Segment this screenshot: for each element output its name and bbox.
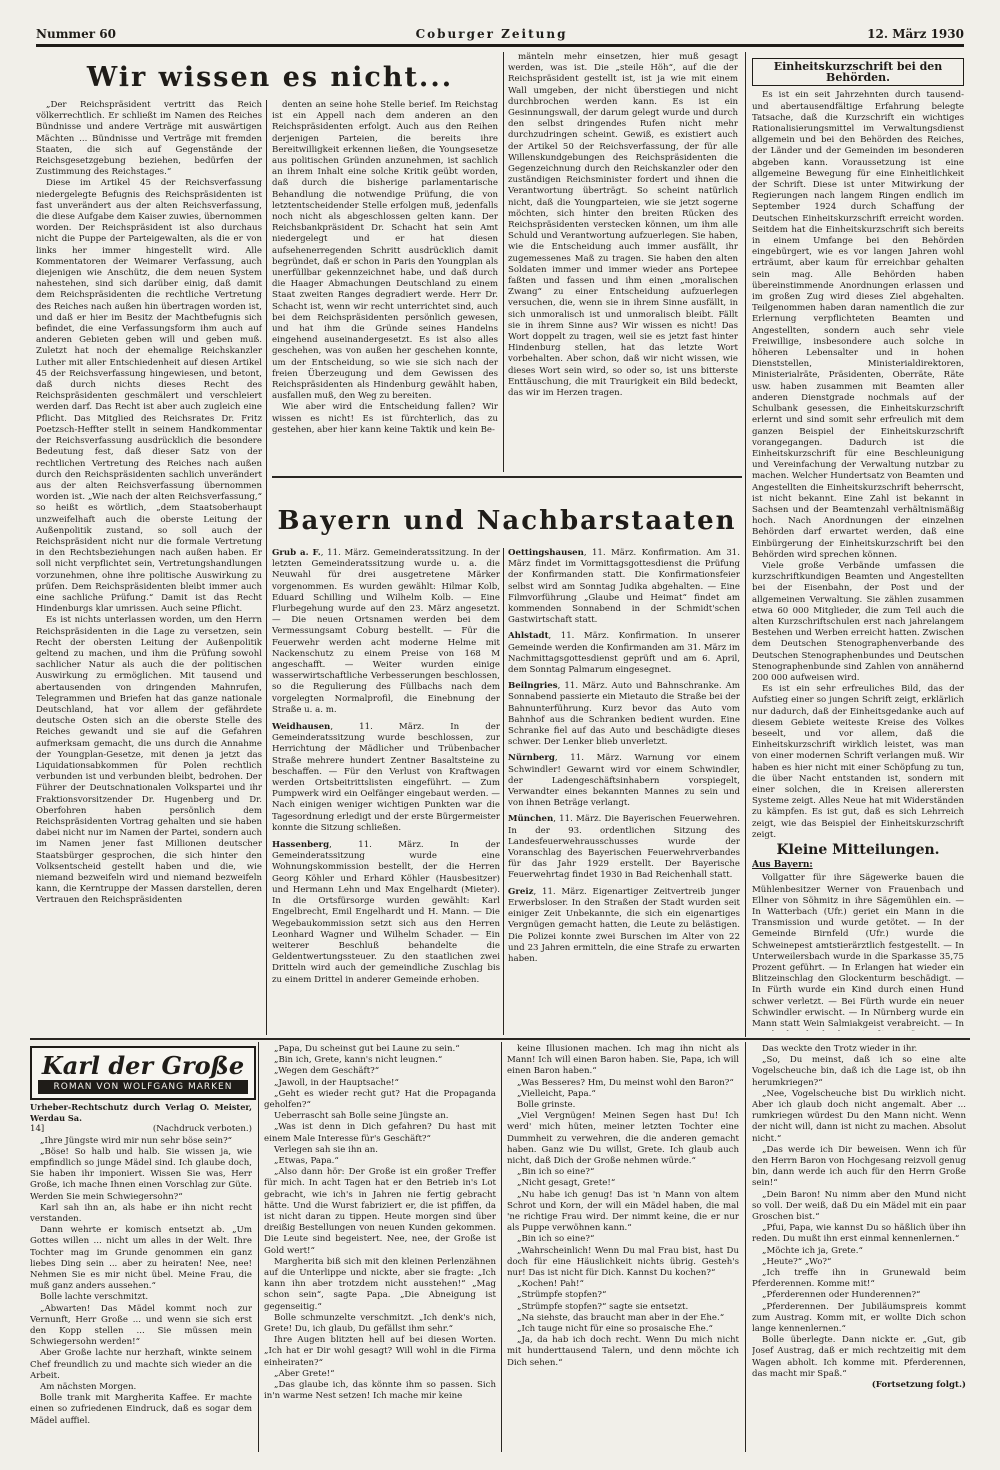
novel-paragraph: „Böse! So halb und halb. Sie wissen ja, wie empfindlich so junge Mädel sind. Ich glaube doch, Sie haben ihr imponiert. Wissen Sie was, Herr Große, ich mache Ihnen einen Vorschlag zur Güte. Werden Sie mein Schwiegersohn?“ [30, 1146, 252, 1202]
novel-paragraph: „Pferderennen. Der Jubiläumspreis kommt zum Austrag. Komm mit, er wollte Dich schon lange kennenlernen.“ [752, 1301, 966, 1335]
masthead-rule [36, 44, 964, 47]
section-rule [272, 476, 742, 478]
regional-col-left [272, 548, 500, 1035]
regional-item [508, 548, 740, 626]
novel-title: Karl der Große [41, 1051, 245, 1080]
column-divider [745, 52, 746, 1037]
novel-paragraph: „Heute?“ „Wo?“ [762, 1256, 832, 1267]
novel-continuation: (Fortsetzung folgt.) [871, 1380, 966, 1391]
regional-date: , 11. März. [320, 548, 370, 558]
regional-text: In der Gemeinderatssitzung wurde eine Wohnungskommission bestellt, der die Herren Georg Köhler und Erhard Köhler (Hausbesitzer) und Hermann Lehn und Max Engelhardt (Mieter). In die Ortsfürsorge wurden gewählt: Karl Engelbrecht, Emil Engelhardt und H. Mann. — Die Wegebaukommission setzt sich aus den Herren Leonhard Wagner und Wilhelm Schader. — Ein weiterer Beschluß behandelte die Geldentwertungssteuer. Zu den staatlichen zwei Dritteln wird auch der gemeindliche Zuschlag bis zu einem Drittel in anderer Gemeinde erhoben. [272, 840, 500, 985]
novel-paragraph: „Kochen! Pah!“ [517, 1279, 584, 1290]
reprint-note: (Nachdruck verboten.) [152, 1124, 252, 1135]
section-rule [30, 1038, 970, 1040]
article-paragraph: mänteln mehr einsetzen, hier muß gesagt werden, was ist. Die „steile Höh“, auf die der Reichspräsident gestellt ist, ist ja wie mit einem Wall umgeben, der nicht überstiegen und nicht durchbrochen werden kann. Es ist ein Gesinnungswall, der darum gelegt wurde und durch den selbst dringendes Rufen nicht mehr durchzudringen scheint. Gewiß, es existiert auch der Artikel 50 der Reichsverfassung, der für alle Willenskundgebungen des Reichspräsidenten die Gegenzeichnung durch den Reichskanzler oder den zuständigen Reichsminister fordert und ihnen die Verantwortung überträgt. So scheint natürlich nicht, daß die Youngparteien, wie sie jetzt sogerne möchten, sich hinter den breiten Rücken des Reichspräsidenten verstecken können, um ihm alle Schuld und Verantwortung aufzuerlegen. Sie haben, wie die Entscheidung auch immer ausfällt, ihr zugemessenes Maß zu tragen. Sie haben den alten Soldaten immer und immer wieder ans Portepee faßten und fassen und ihm einen „moralischen Zwang“ zu einer Entscheidung aufzuerlegen versuchen, die, wenn sie in ihrem Sinne ausfällt, in sich unmoralisch ist und unmoralisch bleibt. Fällt sie in ihrem Sinne aus? Wir wissen es nicht! Das Wort doppelt zu tragen, weil sie es jetzt fast hinter Hindenburg stellen, hat das letzte Wort vorbehalten. Aber schon, daß wir nicht wissen, wie dieses Wort sein wird, so oder so, ist uns bitterste Enttäuschung, die mit Traurigkeit ein Bild bedeckt, das wir im Herzen tragen. [508, 52, 738, 399]
regional-date: , 11. März. [329, 840, 424, 851]
column-divider [503, 548, 504, 1035]
novel-paragraph: „Also dann hör: Der Große ist ein großer Treffer für mich. In acht Tagen hat er den Betrieb in's Lot gebracht, wie ich's in Jahren nie fertig gebracht hätte. Und die Wurst fabriziert er, die ist pfiffen, da ist nicht daran zu tippen. Heute morgen sind über dreißig Bestellungen von neuen Kunden gekommen. Die Leute sind begeistert. Nee, nee, der Große ist Gold wert!“ [264, 1167, 496, 1256]
novel-paragraph: „Ihre Jüngste wird mir nun sehr böse sein?“ [40, 1135, 233, 1146]
novel-paragraph: Ueberrascht sah Bolle seine Jüngste an. [274, 1111, 449, 1122]
regional-item [272, 840, 500, 986]
novel-paragraph: Bolle schmunzelte verschmitzt. „Ich denk's nich, Grete! Du, ich glaub, Du gefällst ihm sehr.“ [264, 1312, 496, 1335]
novel-paragraph: Aber Große lachte nur herzhaft, winkte seinem Chef freundlich zu und machte sich wieder an die Arbeit. [30, 1348, 252, 1381]
regional-place: Ahlstadt [508, 631, 549, 642]
novel-paragraph: Ihre Augen blitzten hell auf bei diesen Worten. „Ich hat er Dir wohl gesagt? Will wohl in die Firma einheiraten?“ [264, 1335, 496, 1368]
regional-text: Eigenartiger Zeitvertreib junger Erwerbsloser. In den Straßen der Stadt wurden seit einiger Zeit Unbekannte, die sich ein eigenartiges Vergnügen gemacht hatten, die Leute zu belästigen. Die Polizei konnte zwei Burschen im Alter von 22 und 23 Jahren ermitteln, die eine Strafe zu erwarten haben. [508, 886, 740, 964]
regional-col-right [508, 548, 740, 1035]
article-col-4 [752, 56, 964, 1031]
column-divider [266, 100, 267, 1035]
novel-paragraph: „Pfui, Papa, wie kannst Du so häßlich über ihn reden. Du mußt ihn erst einmal kennenlernen.“ [752, 1223, 966, 1245]
novel-paragraph: Bolle trank mit Margherita Kaffee. Er machte einen so zufriedenen Eindruck, daß es sogar dem Mädel auffiel. [30, 1393, 252, 1426]
regional-date: , 11. März. [533, 886, 587, 897]
article-paragraph: Vollgatter für ihre Sägewerke bauen die Mühlenbesitzer Werner von Frauenbach und Ellner von Söhmitz in ihre Sägemühlen ein. — In Watterbach (Ufr.) geriet ein Mann in die Transmission und wurde getötet. — In der Gemeinde Birnfeld (Ufr.) wurde die Schweinepest amtstierärztlich festgestellt. — In Unterweilersbach wurde in die Sparkasse 35,75 Prozent geführt. — In Erlangen hat wieder ein Blitzeinschlag den Glockenturm beschädigt. — In Fürth wurde ein Kind durch einen Hund schwer verletzt. — Bei Fürth wurde ein neuer Schwindler erwischt. — In Nürnberg wurde ein Mann statt Wein Salmiakgeist verabreicht. — In [752, 873, 964, 1030]
novel-paragraph: „Aber Grete!“ [274, 1368, 335, 1379]
novel-paragraph: „Ja, da hab ich doch recht. Wenn Du mich nicht mit hunderttausend Talern, und denn möchte ich Dich sehen.“ [507, 1335, 739, 1368]
novel-paragraph: Karl sah ihn an, als habe er ihn nicht recht verstanden. [30, 1202, 252, 1225]
article-col-1 [36, 100, 262, 1030]
novel-paragraph: „Bin ich so eine?“ [517, 1167, 595, 1178]
article-paragraph: Es ist ein seit Jahrzehnten durch tausend- und abertausendfältige Erfahrung belegte Tatsache, daß die Kurzschrift ein wichtiges Rationalisierungsmittel im Verwaltungsdienst allgemein und bei den Behörden des Reiches, der Länder und der Gemeinden im besonderen abgeben kann. Voraussetzung ist eine allgemeine Bewegung für eine Einheitlichkeit der Schrift. Diese ist unter Mitwirkung der Regierungen nach langem Ringen endlich im September 1924 durch Schaffung der Deutschen Einheitskurzschrift erreicht worden. Seitdem hat die Einheitskurzschrift sich bereits in einem Umfange bei den Behörden eingebürgert, wie es vor langen Jahren wohl erträumt, aber kaum für erreichbar gehalten sein mag. Alle Behörden haben übereinstimmende Anordnungen erlassen und im großen Zug wird dieses Ziel abgehalten. Teilgenommen haben daran namentlich die zur Erlernung verpflichteten Beamten und Angestellten, sondern auch sehr viele Freiwillige, insbesondere auch solche in höheren Lebensalter und in hohen Dienststellen, Ministerialdirektoren, Ministerialräte, Präsidenten, Oberräte, Räte usw. haben zusammen mit Beamten aller anderen Dienstgrade nochmals auf der Schulbank gesessen, die Einheitskurzschrift erlernt und sind somit sehr erfreulich mit dem ganzen Beispiel der Einheitskurzschrift vorangegangen. Dadurch ist die Einheitskurzschrift für eine Beschleunigung und Vereinfachung der Verwaltung nutzbar zu machen. Welcher Hundertsatz von Beamten und Angestellten die Einheitskurzschrift beherrscht, ist nicht bekannt. Eine Zahl ist bekannt in Sachsen und der Beamtenzahl verhältnismäßig hoch. Nach Anordnungen der einzelnen Behörden darf erwartet werden, daß eine Einbürgerung der Einheitskurzschrift bei den Behörden wird sprechen können. [752, 90, 964, 560]
novel-paragraph: Dann wehrte er komisch entsetzt ab. „Um Gottes willen ... nicht um alles in der Welt. Ihre Tochter mag im Grunde genommen ein ganz liebes Ding sein ... aber zu heiraten! Nee, nee! Nehmen Sie es mir nicht übel. Meine Frau, die muß ganz anders aussehen.“ [30, 1225, 252, 1292]
regional-item [508, 814, 740, 881]
novel-paragraph: „Nu habe ich genug! Das ist 'n Mann von altem Schrot und Korn, der will ein Mädel haben, die mal 'ne richtige Frau wird. Der nimmt keine, die er nur als Puppe verwöhnen kann.“ [507, 1189, 739, 1234]
novel-paragraph: Das weckte den Trotz wieder in ihr. [762, 1044, 918, 1054]
column-divider [503, 52, 504, 472]
novel-paragraph: „Bin ich so eine?“ [517, 1234, 595, 1245]
regional-text: Konfirmation. Am 31. März findet im Vormittagsgottesdienst die Prüfung der Konfirmanden statt. Die Konfirmationsfeier selbst wird am Sonntag Judika abgehalten. — Eine Filmvorführung „Glaube und Heimat“ findet am kommenden Sonnabend in der Schmidt'schen Gastwirtschaft statt. [508, 548, 740, 626]
regional-item [272, 548, 500, 716]
novel-col-1 [30, 1102, 252, 1452]
novel-paragraph: „Strümpfe stopfen?“ [517, 1290, 607, 1301]
novel-paragraph: „Ich tauge nicht für eine so prosaische Ehe.“ [517, 1324, 713, 1335]
section-title-kleine: Kleine Mitteilungen. [776, 842, 940, 859]
regional-date: , 11. März. [557, 681, 608, 692]
regional-place: Hassenberg [272, 840, 330, 851]
novel-paragraph: „Pferderennen oder Hunderennen?“ [762, 1290, 921, 1301]
novel-paragraph: „Papa, Du scheinst gut bei Laune zu sein.“ [274, 1044, 460, 1054]
novel-paragraph: Bolle grinste. [517, 1100, 576, 1111]
novel-paragraph: „Vielleicht, Papa.“ [517, 1088, 596, 1099]
article-paragraph: Es ist nichts unterlassen worden, um den Herrn Reichspräsidenten in die Lage zu versetzen, sein Recht der obersten Leitung der Außenpolitik geltend zu machen, und ihm die Prüfung sowohl sachlicher Natur als auch die der politischen Auswirkung zu ermöglichen. Mit tausend und abertausenden von dringenden Mahnrufen, Telegrammen und Briefen hat das ganze nationale Deutschland, hat vor allem der gefährdete deutsche Osten sich an die oberste Stelle des Reiches gewandt und sie auf die Gefahren aufmerksam gemacht, die uns durch die Annahme der Youngplan-Gesetze, mit denen ja jetzt das Liquidationsabkommen für Polen rechtlich verbunden ist und verbunden bleibt, bedrohen. Der Führer der Deutschnationalen Volkspartei und ihr Fraktionsvorsitzender Dr. Hugenberg und Dr. Oberfohren haben persönlich dem Reichspräsidenten Vortrag gehalten und sie haben dabei nicht nur im Namen der Partei, sondern auch im Namen jener fast Millionen deutscher Staatsbürger gesprochen, die sich hinter den Volksentscheid gestellt haben und die, wie niemand bezweifeln wird und niemand bezweifeln kann, die Kerntruppe der Massen darstellen, deren Vertrauen den Reichspräsidenten [36, 615, 262, 906]
novel-paragraph: „Das glaube ich, das könnte ihm so passen. Sich in'n warme Nest setzen! Ich mache mir keine [264, 1380, 496, 1402]
novel-paragraph: „Dein Baron! Nu nimm aber den Mund nicht so voll. Der weiß, daß Du ein Mädel mit ein paar Groschen bist.“ [752, 1189, 966, 1223]
regional-place: Greiz [508, 886, 534, 897]
regional-date: , 11. März. [554, 753, 622, 764]
regional-text: Die Bayerischen Feuerwehren. In der 93. ordentlichen Sitzung des Landesfeuerwehrausschusses wurde der Voranschlag des Bayerischen Feuerwehrverbandes für das Jahr 1929 erstellt. Der Bayerische Feuerwehrtag findet 1930 in Bad Reichenhall statt. [508, 814, 740, 881]
regional-date: , 11. März. [553, 814, 602, 825]
article-col-2 [272, 100, 498, 472]
regional-place: Nürnberg [508, 753, 555, 764]
article-paragraph: Diese im Artikel 45 der Reichsverfassung niedergelegte Befugnis des Reichspräsidenten ist fast unverändert aus der alten Reichsverfassung, die diese Aufgabe dem Kaiser zuwies, übernommen worden. Der Reichspräsident ist also durchaus nicht die Puppe der Parteigewalten, als die er von links her immer hingestellt wird. Alle Kommentatoren der Weimarer Verfassung, auch diejenigen wie Anschütz, die dem neuen System nahestehen, sind sich darüber einig, daß damit dem Reichspräsidenten die rechtliche Vertretung des Reiches nach außen hin übertragen worden ist, und daß er hier im Besitz der Machtbefugnis sich befindet, die eine Verfassungsform ihm auch auf anderen Gebieten geben will und geben muß. Zuletzt hat noch der ehemalige Reichskanzler Luther mit aller Entschiedenheit auf diesen Artikel 45 der Reichsverfassung hingewiesen, und betont, daß durch nichts dieses Recht des Reichspräsidenten geschmälert und verschleiert werden darf. Das Recht ist aber auch zugleich eine Pflicht. Das Mitglied des Reichsrates Dr. Fritz Poetzsch-Heffter stellt in seinem Handkommentar der Reichsverfassung ausdrücklich die besondere Bedeutung fest, daß dieser Satz von der rechtlichen Vertretung des Reiches nach außen durch den Reichspräsidenten sachlich unverändert aus der alten Reichsverfassung übernommen worden ist. „Wie nach der alten Reichsverfassung,“ so heißt es wörtlich, „dem Staatsoberhaupt unzweifelhaft auch die oberste Leitung der Außenpolitik zustand, so soll auch der Reichspräsident nicht nur die formale Vertretung in den Rechtsbeziehungen nach außen haben. Er soll nicht verpflichtet sein, Vertretungshandlungen vorzunehmen, ohne ihre politische Auswirkung zu prüfen. Dem Reichspräsidenten bleibt immer auch eine sachliche Prüfung.“ Damit ist das Recht Hindenburgs klar umrissen. Auch seine Pflicht. [36, 178, 262, 615]
regional-item [272, 722, 500, 834]
regional-place: München [508, 814, 554, 825]
issue-number: Nummer 60 [36, 27, 116, 41]
article-paragraph: denten an seine hohe Stelle berief. Im Reichstag ist ein Appell nach dem anderen an den Reichspräsidenten erfolgt. Auch aus den Reihen derjenigen Parteien, die bereits ihre Bereitwilligkeit erkennen ließen, die Youngsesetze aus politischen Gründen anzunehmen, ist sachlich an ihrem Inhalt eine solche Kritik geübt worden, daß durch die bisherige parlamentarische Behandlung die notwendige Prüfung, die von letztentscheidender Stelle erfolgen muß, jedenfalls noch nicht als abgeschlossen gelten kann. Der Reichsbankpräsident Dr. Schacht hat sein Amt niedergelegt und er hat diesen aufsehenerregenden Schritt ausdrücklich damit begründet, daß er schon in Paris den Youngplan als unerfüllbar gekennzeichnet habe, und daß durch die Haager Abmachungen Deutschland zu einem Staat zweiten Ranges degradiert werde. Herr Dr. Schacht ist, wenn wir recht unterrichtet sind, auch bei dem Reichspräsidenten persönlich gewesen, und hat ihm die Gründe seines Handelns eingehend auseinandergesetzt. Es ist also alles geschehen, was von außen her geschehen konnte, um der Entscheidung, so wie sie sich nach der freien Überzeugung und dem Gewissen des Reichspräsidenten als Hindenburg gewählt haben, ausfallen muß, den Weg zu bereiten. [272, 100, 498, 402]
novel-paragraph: Am nächsten Morgen. [40, 1382, 137, 1393]
article-paragraph: „Der Reichspräsident vertritt das Reich völkerrechtlich. Er schließt im Namen des Reiches Bündnisse und andere Verträge mit auswärtigen Mächten ... Bündnisse und Verträge mit fremden Staaten, die sich auf Gegenstände der Reichsgesetzgebung beziehen, bedürfen der Zustimmung des Reichstages.“ [36, 100, 262, 178]
regional-item [508, 631, 740, 676]
novel-paragraph: Bolle lachte verschmitzt. [40, 1292, 149, 1303]
article-col-3 [508, 52, 738, 472]
novel-paragraph: „Was Besseres? Hm, Du meinst wohl den Baron?“ [517, 1077, 734, 1088]
novel-paragraph: „Wahrscheinlich! Wenn Du mal Frau bist, hast Du doch für eine Häuslichkeit nichts übrig. Gesteh's nur! Das ist nicht für Dich. Kannst Du kochen?“ [507, 1245, 739, 1279]
regional-place: Weidhausen [272, 722, 331, 733]
novel-paragraph: „Wegen dem Geschäft?“ [274, 1066, 380, 1077]
novel-paragraph: „Nee, Vogelscheuche bist Du wirklich nicht. Aber ich glaub doch nicht angemalt. Aber ... rumkriegen würdest Du den Mann nicht. Wenn der nicht will, dann ist nicht zu machen. Absolut nicht.“ [752, 1088, 966, 1144]
article-paragraph: Wie aber wird die Entscheidung fallen? Wir wissen es nicht! Es ist fürchterlich, das zu gestehen, aber hier kann keine Taktik und kein Be- [272, 402, 498, 435]
masthead [36, 24, 964, 44]
headline-bayern: Bayern und Nachbarstaaten [277, 506, 737, 536]
novel-paragraph: „Strümpfe stopfen?“ sagte sie entsetzt. [517, 1301, 689, 1312]
novel-paragraph: „Möchte ich ja, Grete.“ [762, 1245, 863, 1256]
regional-date: , 11. März. [583, 548, 637, 558]
novel-paragraph: „Ich treffe ihn in Grunewald beim Pferderennen. Komme mit!“ [752, 1268, 966, 1290]
regional-text: Konfirmation. In unserer Gemeinde werden die Konfirmanden am 31. März im Nachmittagsgottesdienst geprüft und am 6. April, dem Sonntag Palmarum eingesegnet. [508, 631, 740, 676]
novel-paragraph: „Na siehste, das braucht man aber in der Ehe.“ [517, 1312, 725, 1323]
novel-paragraph: „So, Du meinst, daß ich so eine alte Vogelscheuche bin, daß ich die Lage ist, ob ihn herumkriegen?“ [752, 1055, 966, 1088]
novel-paragraph: „Abwarten! Das Mädel kommt noch zur Vernunft, Herr Große ... und wenn sie sich erst den Kopp stellen ... Sie müssen mein Schwiegersohn werden!“ [30, 1303, 252, 1348]
novel-paragraph: „Viel Vergnügen! Meinen Segen hast Du! Ich werd' mich hüten, meiner letzten Tochter eine Dummheit zu verwehren, die die anderen gemacht haben. Ganz wie Du willst, Grete. Ich glaub auch nicht, daß Dich der Große nehmen würde.“ [507, 1111, 739, 1167]
regional-item [508, 887, 740, 965]
novel-paragraph: Bolle überlegte. Dann nickte er. „Gut, gib Josef Austrag, daß er mich rechtzeitig mit dem Wagen abholt. Ich komme mit. Pferderennen, das macht mir Spaß.“ [752, 1335, 966, 1379]
novel-author-band: ROMAN VON WOLFGANG MARKEN [38, 1080, 248, 1094]
novel-paragraph: Verlegen sah sie ihn an. [274, 1144, 379, 1155]
novel-col-4 [752, 1044, 966, 1452]
novel-paragraph: „Was ist denn in Dich gefahren? Du hast mit einem Male Interesse für's Geschäft?“ [264, 1122, 496, 1144]
regional-text: Warnung vor einem Schwindler! Gewarnt wird vor einem Schwindler, der Ladengeschäftsinhabern vorspiegelt, Verwandter eines bekannten Mannes zu sein und von ihnen Beträge verlangt. [508, 753, 740, 809]
novel-copyright: Urheber-Rechtschutz durch Verlag O. Meister, Werdau Sa. [30, 1102, 252, 1124]
regional-text: Auto und Bahnschranke. Am Sonnabend passierte ein Mietauto die Straße bei der Bahnunterführung. Kurz bevor das Auto vom Bahnhof aus die Schranken bedient wurden. Eine Schranke fiel auf das Auto und beschädigte dieses schwer. Der Lenker blieb unverletzt. [508, 681, 740, 748]
novel-paragraph: „Jawoll, in der Hauptsache!“ [274, 1077, 399, 1088]
novel-paragraph: „Nicht gesagt, Grete!“ [517, 1178, 616, 1189]
novel-paragraph: „Etwas, Papa.“ [274, 1156, 339, 1167]
novel-paragraph: keine Illusionen machen. Ich mag ihn nicht als Mann! Ich will einen Baron haben. Sie, Papa, ich will einen Baron haben.“ [507, 1044, 739, 1077]
chapter-number: 14] [30, 1124, 45, 1135]
paper-title: Coburger Zeitung [415, 27, 568, 41]
novel-col-2 [264, 1044, 496, 1452]
novel-col-3 [507, 1044, 739, 1452]
column-divider [258, 1042, 259, 1452]
regional-item [508, 681, 740, 748]
subheading-bayern: Aus Bayern: [752, 860, 813, 871]
novel-paragraph: „Das werde ich Dir beweisen. Wenn ich für den Herrn Baron von Hochgesang reizvoll genug bin, dann werde ich auch für den Herrn Große sein!“ [752, 1144, 966, 1189]
article-paragraph: Viele große Verbände umfassen die kurzschriftkundigen Beamten und Angestellten bei der Eisenbahn, der Post und der allgemeinen Verwaltung. Sie zählen zusammen etwa 60 000 Mitglieder, die zum Teil auch die alten Kurzschriftschulen erst nach jahrelangem Bestehen und Werben erreicht hatten. Zwischen dem Deutschen Stenographenverbande des Deutschen Stenographenbundes und Deutschen Stenographenbunde sind Zahlen von annähernd 200 000 aufweisen wird. [752, 560, 964, 683]
novel-paragraph: Margherita biß sich mit den kleinen Perlenzähnen auf die Unterlippe und nickte, aber sie fragte: „Ich kann ihn aber trotzdem nicht ausstehen!“ „Mag schon sein“, sagte Papa. „Die Abneigung ist gegenseitig.“ [264, 1256, 496, 1312]
novel-title-box [30, 1046, 256, 1100]
novel-paragraph: „Geht es wieder recht gut? Hat die Propaganda geholfen?“ [264, 1088, 496, 1111]
regional-item [508, 753, 740, 809]
section-title-kurzschrift: Einheitskurzschrift bei den Behörden. [752, 58, 964, 86]
issue-date: 12. März 1930 [867, 27, 964, 41]
regional-date: , 11. März. [330, 722, 425, 733]
novel-meta-row [30, 1124, 252, 1135]
regional-place: Oettingshausen [508, 548, 584, 558]
column-divider [745, 1042, 746, 1452]
novel-paragraph: „Bin ich, Grete, kann's nicht leugnen.“ [274, 1055, 443, 1066]
column-divider [501, 1042, 502, 1452]
article-paragraph: Es ist ein sehr erfreuliches Bild, das der Aufstieg einer so jungen Schrift zeigt, erklärlich nur dadurch, daß der Einheitsgedanke auch auf diesem Gebiete weiteste Kreise des Volkes beseelt, und vor allem, daß die Einheitskurzschrift wirklich leistet, was man von einer modernen Schrift verlangen muß. Wir haben es hier nicht mit einer Schöpfung zu tun, die über Nacht entstanden ist, sondern mit einer solchen, die in Kreisen allerersten Systeme zeigt. Alles Neue hat mit Widerständen zu kämpfen. Es ist gut, daß es sich Lehrreich zeigt, wie das Beispiel der Einheitskurzschrift zeigt. [752, 684, 964, 840]
regional-date: , 11. März. [548, 631, 610, 642]
regional-place: Beilngries [508, 681, 558, 692]
regional-text: Gemeinderatssitzung. In der letzten Gemeinderatssitzung wurde u. a. die Neuwahl für drei ausgetretene Märker vorgenommen. Es wurden gewählt: Hilmar Kolb, Eduard Schilling und Wilhelm Kolb. — Eine Flurbegehung wurde auf den 23. März angesetzt. — Die neuen Ortsnamen werden bei dem Vermessungsamt Coburg bestellt. — Für die Feuerwehr werden acht moderne Helme mit Nackenschutz zu einem Preise von 168 M angeschafft. — Weiter wurden einige wasserwirtschaftliche Verbesserungen beschlossen, so die Regulierung des Füllbachs nach dem vorgelegten Normalprofil, die Einebnung der Straße u. a. m. [272, 548, 500, 715]
headline-main: Wir wissen es nicht... [86, 62, 454, 93]
regional-place: Grub a. F. [272, 548, 321, 558]
regional-text: In der Gemeinderatssitzung wurde beschlossen, zur Herrichtung der Mädlicher und Trübenbacher Straße mehrere hundert Zentner Basaltsteine zu beschaffen. — Für den Verlust von Kraftwagen werden Ortsbeitrittslisten eingeführt. — Zum Pumpwerk wird ein Oelfänger eingebaut werden. — Nach einigen weniger wichtigen Punkten war die Tagesordnung erledigt und der erste Bürgermeister konnte die Sitzung schließen. [272, 722, 500, 833]
